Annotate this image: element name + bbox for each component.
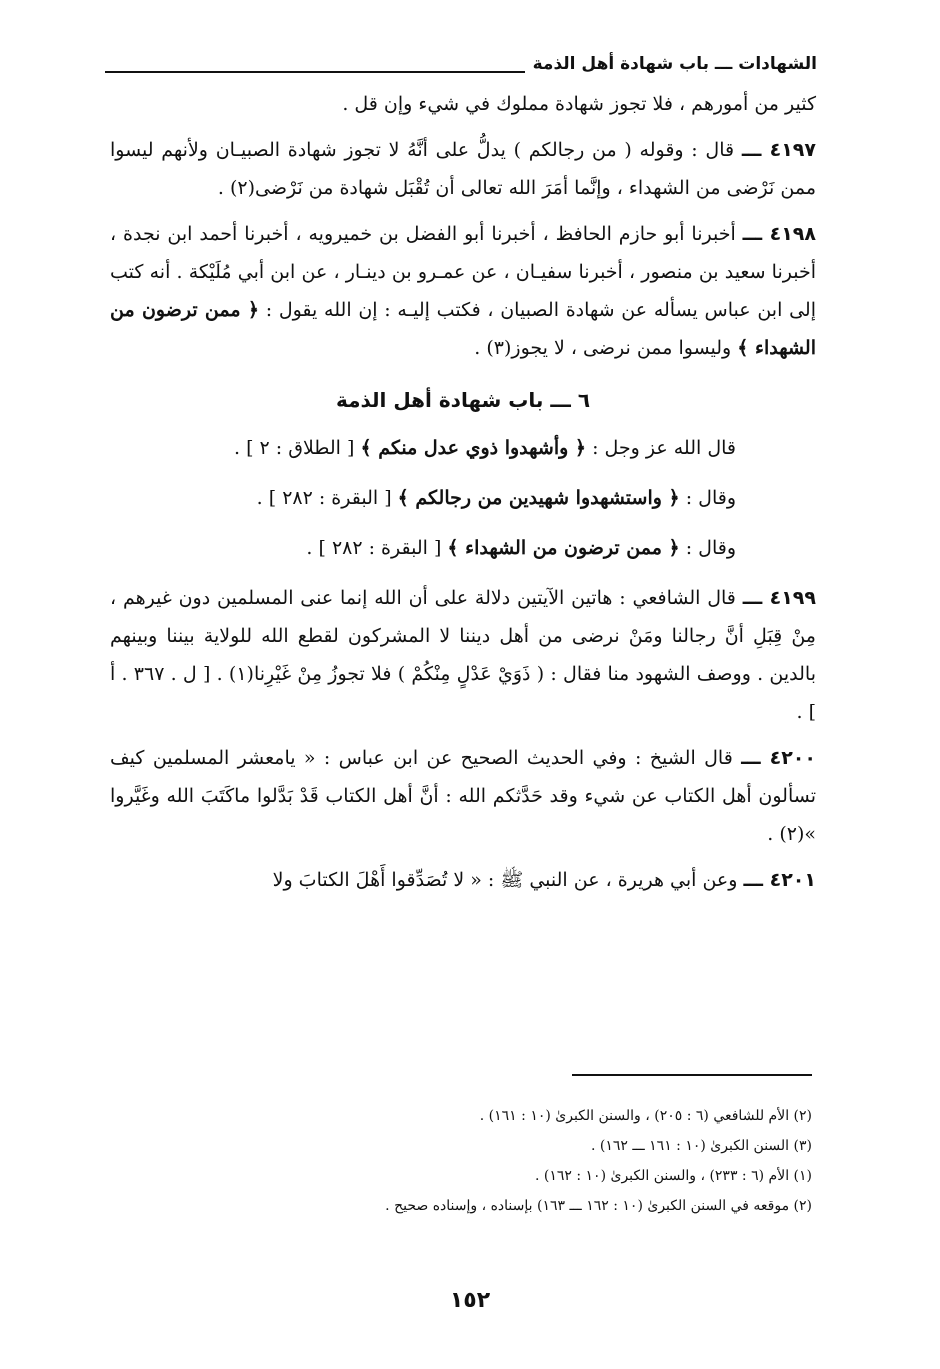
hadith-number: ٤٢٠٠ ـــ	[741, 747, 816, 769]
hadith-number: ٤١٩٧ ـــ	[741, 139, 816, 161]
paragraph-text: كثير من أمورهم ، فلا تجوز شهادة مملوك في شيء وإن قل .	[342, 93, 816, 115]
header-title: الشهادات ـــ باب شهادة أهل الذمة	[525, 54, 817, 74]
paragraph-continuation	[110, 85, 816, 123]
quran-quote: ﴿ ممن ترضون من الشهداء ﴾	[447, 537, 680, 559]
verse-lead: قال الله عز وجل :	[586, 437, 736, 459]
paragraph-4198	[110, 215, 816, 367]
page-number: ١٥٢	[449, 1288, 491, 1313]
paragraph-4199	[110, 579, 816, 731]
paragraph-text: قال الشيخ : وفي الحديث الصحيح عن ابن عباس : « يامعشر المسلمين كيف تسألون أهل الكتاب عن شيء وقد حَدَّثكم الله : أنَّ أهل الكتاب قَدْ بَدَّلوا ماكَتَبَ الله وغَيَّروا »(٢) .	[110, 747, 816, 845]
verse-reference: [ البقرة : ٢٨٢ ] .	[306, 537, 448, 559]
footnote: (٢) الأم للشافعي (٦ : ٢٠٥) ، والسنن الكبرىٰ (١٠ : ١٦١) .	[479, 1108, 812, 1124]
running-header	[105, 56, 817, 78]
quran-quote: ﴿ واستشهدوا شهيدين من رجالكم ﴾	[397, 487, 680, 509]
paragraph-4197	[110, 131, 816, 207]
verse-line	[110, 479, 816, 517]
verse-lead: وقال :	[679, 537, 736, 559]
paragraph-text: أخبرنا أبو حازم الحافظ ، أخبرنا أبو الفضل بن خميرويه ، أخبرنا أحمد ابن نجدة ، أخبرنا سعيد بن منصور ، أخبرنا سفيـان ، عن عمـرو بن دينـار ، عن ابن أبي مُلَيْكة . أنه كتب إلى ابن عباس يسأله عن شهادة الصبيان ، فكتب إليـه : إن الله يقول :	[110, 223, 816, 321]
quran-quote: ﴿ ممن ترضون من الشهداء ﴾	[110, 299, 816, 359]
main-text	[110, 85, 816, 907]
footnote: (٢) موقعه في السنن الكبرىٰ (١٠ : ١٦٢ ـــ ١٦٣) بإسناده ، وإسناده صحيح .	[385, 1198, 812, 1214]
quran-quote: ﴿ وأشهدوا ذوي عدل منكم ﴾	[360, 437, 587, 459]
paragraph-4200	[110, 739, 816, 853]
verse-line	[110, 529, 816, 567]
hadith-number: ٤٢٠١ ـــ	[743, 869, 816, 891]
hadith-number: ٤١٩٩ ـــ	[742, 587, 816, 609]
verse-reference: [ البقرة : ٢٨٢ ] .	[256, 487, 398, 509]
paragraph-text: قال الشافعي : هاتين الآيتين دلالة على أن الله إنما عنى المسلمين دون غيرهم ، مِنْ قِبَلِ أنَّ رجالنا ومَنْ نرضى من أهل ديننا لا المشركون لقطع الله للولاية بيننا وبينهم بالدين . ووصف الشهود منا فقال : ( ذَوَيْ عَدْلٍ مِنْكُمْ ) فلا تجوزُ مِنْ غَيْرِنا(١) . [ ل . ٣٦٧ . أ ] .	[110, 587, 816, 723]
paragraph-text: وعن أبي هريرة ، عن النبي ﷺ : « لا تُصَدِّقوا أَهْلَ الكتابَ ولا	[272, 869, 744, 891]
paragraph-text-after: وليسوا ممن نرضى ، لا يجوز(٣) .	[474, 337, 738, 359]
section-heading: ٦ ـــ باب شهادة أهل الذمة	[335, 388, 591, 412]
footnote: (٣) السنن الكبرىٰ (١٠ : ١٦١ ـــ ١٦٢) .	[591, 1138, 812, 1154]
footnote-separator	[572, 1074, 812, 1076]
footnotes	[200, 1103, 812, 1223]
paragraph-4201	[110, 861, 816, 899]
verse-lead: وقال :	[679, 487, 736, 509]
hadith-number: ٤١٩٨ ـــ	[742, 223, 816, 245]
verse-line	[110, 429, 816, 467]
paragraph-text: قال : وقوله ( من رجالكم ) يدلُّ على أنَّهُ لا تجوز شهادة الصبيـان ولأنهم ليسوا ممن نَرْضى من الشهداء ، وإنَّما أمَرَ الله تعالى أن تُقْبَل شهادة من نَرْضى(٢) .	[110, 139, 816, 199]
verse-reference: [ الطلاق : ٢ ] .	[234, 437, 361, 459]
footnote: (١) الأم (٦ : ٢٣٣) ، والسنن الكبرىٰ (١٠ : ١٦٢) .	[534, 1168, 812, 1184]
